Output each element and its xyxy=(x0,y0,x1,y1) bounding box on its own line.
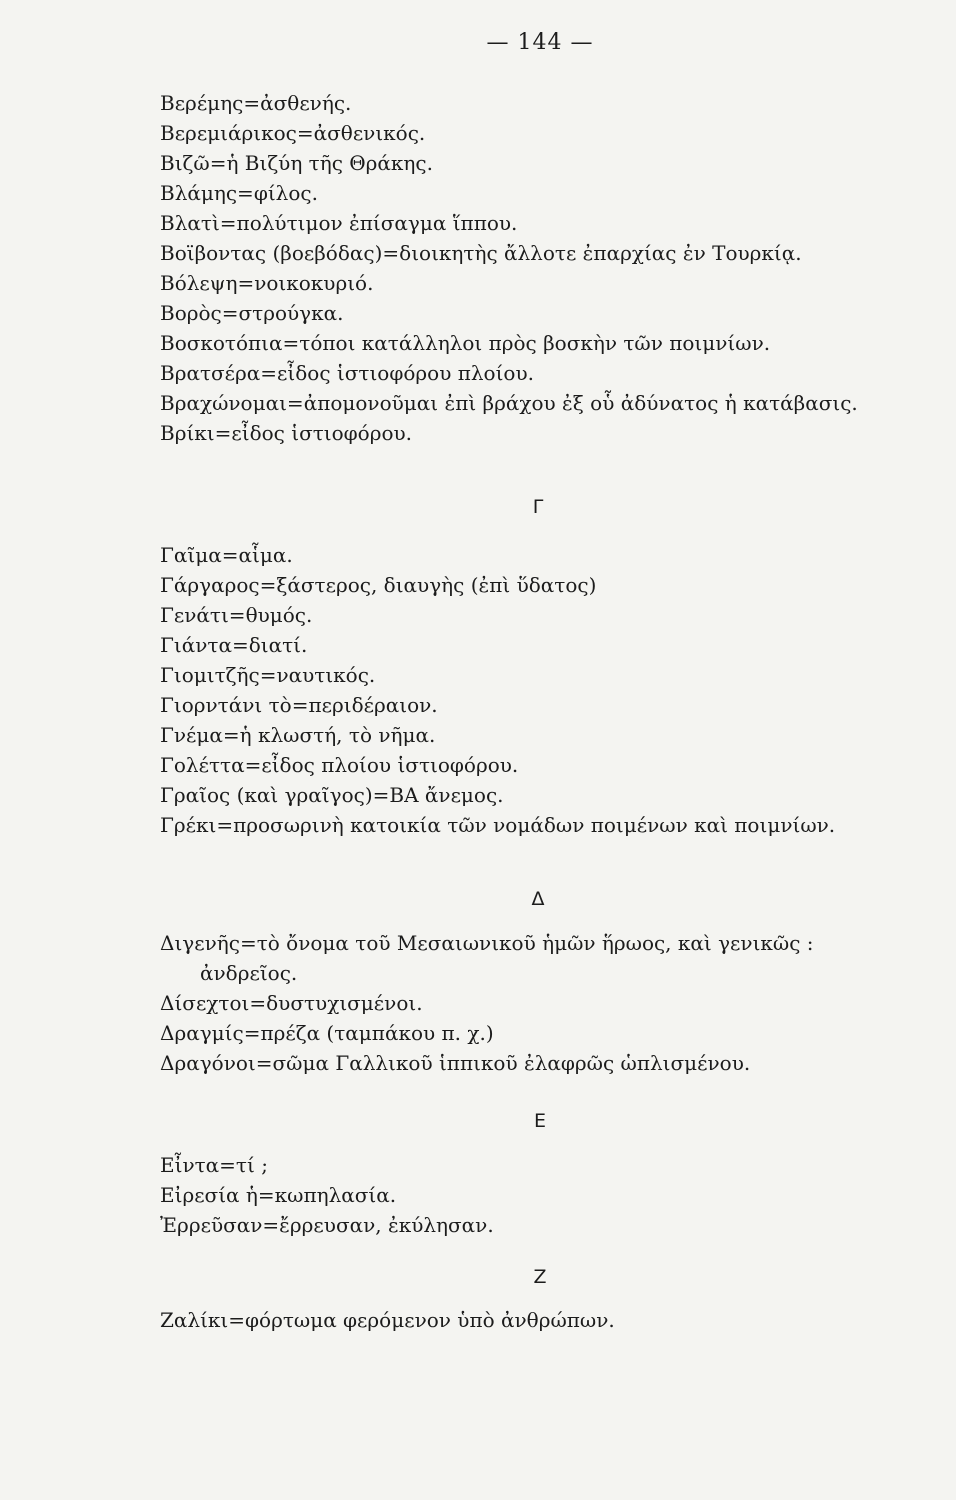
glossary-entry: Βόλεψη=νοικοκυριό. xyxy=(160,271,374,295)
glossary-entry: Γάργαρος=ξάστερος, διαυγὴς (ἐπὶ ὕδατος) xyxy=(160,573,597,597)
glossary-entry: Βοσκοτόπια=τόποι κατάλληλοι πρὸς βοσκὴν τῶν ποιμνίων. xyxy=(160,331,771,355)
glossary-entry: Γαῖμα=αἷμα. xyxy=(160,543,293,567)
glossary-entry: Βρίκι=εἶδος ἱστιοφόρου. xyxy=(160,421,413,445)
glossary-entry: Γενάτι=θυμός. xyxy=(160,603,313,627)
glossary-entry: Γιομιτζῆς=ναυτικός. xyxy=(160,663,376,687)
page-number: — 144 — xyxy=(486,30,594,55)
section-epsilon xyxy=(160,1150,950,1240)
section-gamma xyxy=(160,540,950,840)
glossary-entry: Δίσεχτοι=δυστυχισμένοι. xyxy=(160,991,423,1015)
glossary-entry: Εἰρεσία ἡ=κωπηλασία. xyxy=(160,1183,397,1207)
glossary-entry: Βραχώνομαι=ἀπομονοῦμαι ἐπὶ βράχου ἐξ οὗ ἀδύνατος ἡ κατάβασις. xyxy=(160,391,858,415)
glossary-entry: Γολέττα=εἶδος πλοίου ἱστιοφόρου. xyxy=(160,753,519,777)
glossary-entry: Βρατσέρα=εἶδος ἱστιοφόρου πλοίου. xyxy=(160,361,534,385)
glossary-entry: Βιζῶ=ἡ Βιζύη τῆς Θράκης. xyxy=(160,151,433,175)
glossary-entry: Διγενῆς=τὸ ὄνομα τοῦ Μεσαιωνικοῦ ἡμῶν ἥρωος, καὶ γενικῶς : xyxy=(160,931,814,955)
section-zeta xyxy=(160,1305,950,1335)
glossary-entry: Βοϊβοντας (βοεβόδας)=διοικητὴς ἄλλοτε ἐπαρχίας ἐν Τουρκίᾳ. xyxy=(160,241,802,265)
glossary-entry: Βλάμης=φίλος. xyxy=(160,181,318,205)
glossary-entry: Ζαλίκι=φόρτωμα φερόμενον ὑπὸ ἀνθρώπων. xyxy=(160,1308,615,1332)
glossary-entry: Δραγμίς=πρέζα (ταμπάκου π. χ.) xyxy=(160,1021,494,1045)
glossary-entry-continuation: ἀνδρεῖος. xyxy=(200,961,298,985)
section-letter-gamma: Γ xyxy=(532,496,544,518)
glossary-entry: Βερέμης=ἀσθενής. xyxy=(160,91,352,115)
glossary-entry: Γιορντάνι τὸ=περιδέραιον. xyxy=(160,693,438,717)
glossary-entry: Δραγόνοι=σῶμα Γαλλικοῦ ἱππικοῦ ἐλαφρῶς ὡπλισμένου. xyxy=(160,1051,751,1075)
section-beta xyxy=(160,88,950,448)
glossary-entry: Γιάντα=διατί. xyxy=(160,633,308,657)
glossary-entry: Βερεμιάρικος=ἀσθενικός. xyxy=(160,121,426,145)
section-letter-zeta: Ζ xyxy=(533,1266,547,1288)
glossary-entry: Γρέκι=προσωρινὴ κατοικία τῶν νομάδων ποιμένων καὶ ποιμνίων. xyxy=(160,813,836,837)
section-delta xyxy=(160,928,950,1078)
glossary-entry: Ἐρρεῦσαν=ἔρρευσαν, ἐκύλησαν. xyxy=(160,1213,494,1237)
glossary-entry: Εἶντα=τί ; xyxy=(160,1153,268,1177)
glossary-entry: Βορὸς=στρούγκα. xyxy=(160,301,344,325)
glossary-entry: Γνέμα=ἡ κλωστή, τὸ νῆμα. xyxy=(160,723,436,747)
section-letter-epsilon: Ε xyxy=(533,1110,546,1132)
glossary-entry: Γραῖος (καὶ γραῖγος)=ΒΑ ἄνεμος. xyxy=(160,783,504,807)
glossary-entry: Βλατὶ=πολύτιμον ἐπίσαγμα ἵππου. xyxy=(160,211,518,235)
section-letter-delta: Δ xyxy=(531,888,545,910)
